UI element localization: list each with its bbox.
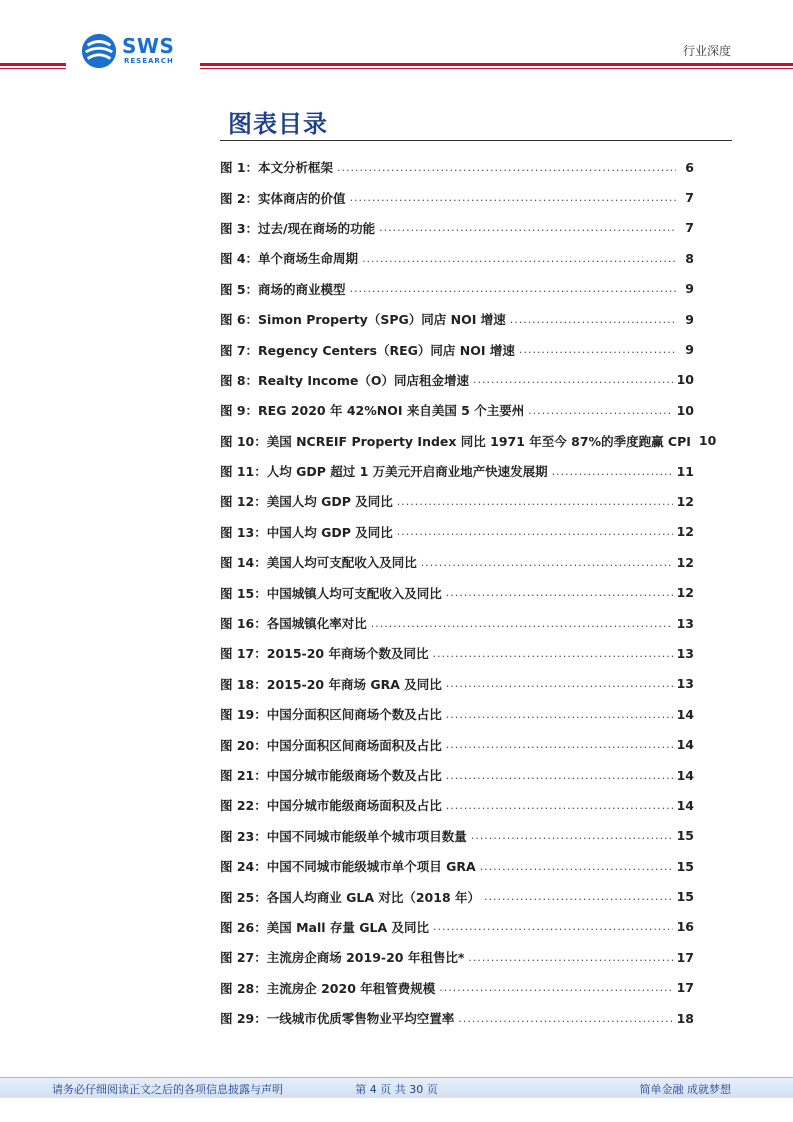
toc-leader-dots <box>421 556 673 569</box>
toc-entry-page: 14 <box>676 797 694 813</box>
toc-entry-label: 图 13：中国人均 GDP 及同比 <box>220 524 393 540</box>
toc-entry[interactable] <box>220 456 694 486</box>
toc-entry[interactable] <box>220 821 694 851</box>
toc-entry-label: 图 25：各国人均商业 GLA 对比（2018 年） <box>220 889 480 905</box>
toc-leader-dots <box>484 890 673 903</box>
logo-subtext: RESEARCH <box>124 57 174 65</box>
toc-entry[interactable] <box>220 638 694 668</box>
title-rule <box>220 140 732 141</box>
header-rule-left-thin <box>0 68 66 69</box>
toc-entry-page: 9 <box>685 342 694 358</box>
toc-entry-page: 17 <box>676 980 694 996</box>
toc-entry-page: 12 <box>676 524 694 540</box>
toc-entry-label: 图 6：Simon Property（SPG）同店 NOI 增速 <box>220 312 506 328</box>
toc-entry[interactable] <box>220 912 694 942</box>
toc-entry[interactable] <box>220 577 694 607</box>
toc-leader-dots <box>432 647 672 660</box>
toc-entry-page: 9 <box>685 281 694 297</box>
toc-entry[interactable] <box>220 152 694 182</box>
toc-entry-label: 图 22：中国分城市能级商场面积及占比 <box>220 798 442 814</box>
toc-entry-label: 图 4：单个商场生命周期 <box>220 251 359 267</box>
toc-entry-page: 9 <box>685 311 694 327</box>
report-category: 行业深度 <box>682 44 731 58</box>
footer-page-number: 第 4 页 共 30 页 <box>355 1083 438 1096</box>
toc-entry[interactable] <box>220 334 694 364</box>
toc-entry-page: 10 <box>676 402 694 418</box>
toc-entry[interactable] <box>220 395 694 425</box>
toc-leader-dots <box>510 313 676 326</box>
header-rule <box>200 63 793 66</box>
toc-leader-dots <box>446 586 673 599</box>
toc-entry-page: 10 <box>676 372 694 388</box>
toc-leader-dots <box>480 860 673 873</box>
toc-entry[interactable] <box>220 973 694 1003</box>
footer-disclaimer: 请务必仔细阅读正文之后的各项信息披露与声明 <box>52 1083 283 1096</box>
toc-entry[interactable] <box>220 304 694 334</box>
toc-entry-page: 6 <box>685 159 694 175</box>
toc-leader-dots <box>519 343 676 356</box>
sws-logo-icon <box>80 32 118 70</box>
toc-entry-page: 12 <box>676 493 694 509</box>
toc-entry-label: 图 24：中国不同城市能级城市单个项目 GRA <box>220 859 476 875</box>
toc-entry[interactable] <box>220 699 694 729</box>
toc-entry-page: 14 <box>676 706 694 722</box>
toc-entry-label: 图 29：一线城市优质零售物业平均空置率 <box>220 1011 455 1027</box>
toc-entry[interactable] <box>220 517 694 547</box>
toc-entry-page: 8 <box>685 250 694 266</box>
toc-entry[interactable] <box>220 426 717 456</box>
toc-entry-page: 18 <box>676 1010 694 1026</box>
toc-entry-label: 图 1：本文分析框架 <box>220 160 334 176</box>
toc-entry-label: 图 23：中国不同城市能级单个城市项目数量 <box>220 828 467 844</box>
toc-entry-label: 图 3：过去/现在商场的功能 <box>220 220 376 236</box>
toc-entry-label: 图 28：主流房企 2020 年租管费规模 <box>220 980 436 996</box>
toc-entry-page: 7 <box>685 190 694 206</box>
toc-leader-dots <box>371 617 673 630</box>
toc-entry[interactable] <box>220 942 694 972</box>
toc-entry-page: 13 <box>676 645 694 661</box>
toc-leader-dots <box>446 769 673 782</box>
toc-entry-page: 17 <box>676 949 694 965</box>
toc-entry-page: 11 <box>676 463 694 479</box>
toc-entry[interactable] <box>220 243 694 273</box>
toc-leader-dots <box>439 981 672 994</box>
toc-entry-label: 图 16：各国城镇化率对比 <box>220 616 367 632</box>
toc-leader-dots <box>446 677 673 690</box>
toc-entry-page: 14 <box>676 767 694 783</box>
toc-entry-label: 图 11：人均 GDP 超过 1 万美元开启商业地产快速发展期 <box>220 464 548 480</box>
toc-entry[interactable] <box>220 669 694 699</box>
toc-leader-dots <box>471 829 673 842</box>
toc-leader-dots <box>458 1012 672 1025</box>
toc-leader-dots <box>552 465 673 478</box>
toc-leader-dots <box>528 404 672 417</box>
toc-entry-page: 12 <box>676 585 694 601</box>
toc-entry[interactable] <box>220 1003 694 1033</box>
logo-text: SWS <box>122 34 175 58</box>
toc-entry-page: 12 <box>676 554 694 570</box>
toc-entry[interactable] <box>220 729 694 759</box>
toc-leader-dots <box>362 252 676 265</box>
toc-entry[interactable] <box>220 213 694 243</box>
page-title: 图表目录 <box>228 110 328 138</box>
toc-entry-label: 图 9：REG 2020 年 42%NOI 来自美国 5 个主要州 <box>220 403 525 419</box>
toc-entry[interactable] <box>220 608 694 638</box>
toc-entry-label: 图 10：美国 NCREIF Property Index 同比 1971 年至今 87%的季度跑赢 CPI <box>220 433 691 449</box>
toc-entry-label: 图 27：主流房企商场 2019-20 年租售比* <box>220 950 465 966</box>
toc-entry-page: 15 <box>676 889 694 905</box>
toc-leader-dots <box>433 920 673 933</box>
toc-leader-dots <box>446 708 673 721</box>
toc-entry[interactable] <box>220 760 694 790</box>
toc-entry-label: 图 21：中国分城市能级商场个数及占比 <box>220 768 442 783</box>
footer-bar <box>0 1077 793 1098</box>
toc-entry[interactable] <box>220 851 694 881</box>
toc-entry-label: 图 8：Realty Income（O）同店租金增速 <box>220 372 470 388</box>
header-rule-left <box>0 63 66 66</box>
footer-slogan: 简单金融 成就梦想 <box>639 1083 731 1096</box>
table-of-figures <box>220 152 717 1033</box>
toc-entry-label: 图 12：美国人均 GDP 及同比 <box>220 494 393 510</box>
toc-leader-dots <box>468 951 672 964</box>
toc-entry-label: 图 14：美国人均可支配收入及同比 <box>220 555 417 571</box>
toc-entry[interactable] <box>220 547 694 577</box>
toc-leader-dots <box>397 525 673 538</box>
toc-entry-label: 图 5：商场的商业模型 <box>220 281 346 297</box>
header-rule-thin <box>200 68 793 69</box>
toc-leader-dots <box>446 799 673 812</box>
toc-leader-dots <box>397 495 673 508</box>
toc-entry-label: 图 18：2015-20 年商场 GRA 及同比 <box>220 676 442 692</box>
toc-entry-label: 图 7：Regency Centers（REG）同店 NOI 增速 <box>220 342 515 358</box>
toc-leader-dots <box>337 161 676 174</box>
toc-entry-label: 图 26：美国 Mall 存量 GLA 及同比 <box>220 919 429 935</box>
toc-entry-page: 13 <box>676 676 694 692</box>
toc-entry-page: 15 <box>676 858 694 874</box>
toc-entry-page: 7 <box>685 220 694 236</box>
toc-entry-label: 图 15：中国城镇人均可支配收入及同比 <box>220 585 442 601</box>
toc-leader-dots <box>379 221 676 234</box>
toc-entry-page: 13 <box>676 615 694 631</box>
toc-entry[interactable] <box>220 365 694 395</box>
toc-entry[interactable] <box>220 881 694 911</box>
toc-entry-page: 15 <box>676 828 694 844</box>
toc-entry-label: 图 17：2015-20 年商场个数及同比 <box>220 646 429 662</box>
toc-leader-dots <box>350 282 676 295</box>
toc-entry-label: 图 20：中国分面积区间商场面积及占比 <box>220 737 442 753</box>
toc-entry[interactable] <box>220 790 694 820</box>
toc-entry[interactable] <box>220 182 694 212</box>
sws-logo <box>80 30 190 70</box>
toc-leader-dots <box>446 738 673 751</box>
toc-entry-page: 14 <box>676 737 694 753</box>
toc-leader-dots <box>350 191 676 204</box>
toc-entry[interactable] <box>220 486 694 516</box>
toc-leader-dots <box>473 373 673 386</box>
toc-entry-page: 10 <box>698 433 717 449</box>
toc-entry-label: 图 19：中国分面积区间商场个数及占比 <box>220 707 442 723</box>
toc-entry[interactable] <box>220 274 694 304</box>
toc-entry-label: 图 2：实体商店的价值 <box>220 190 346 206</box>
toc-entry-page: 16 <box>676 919 694 935</box>
